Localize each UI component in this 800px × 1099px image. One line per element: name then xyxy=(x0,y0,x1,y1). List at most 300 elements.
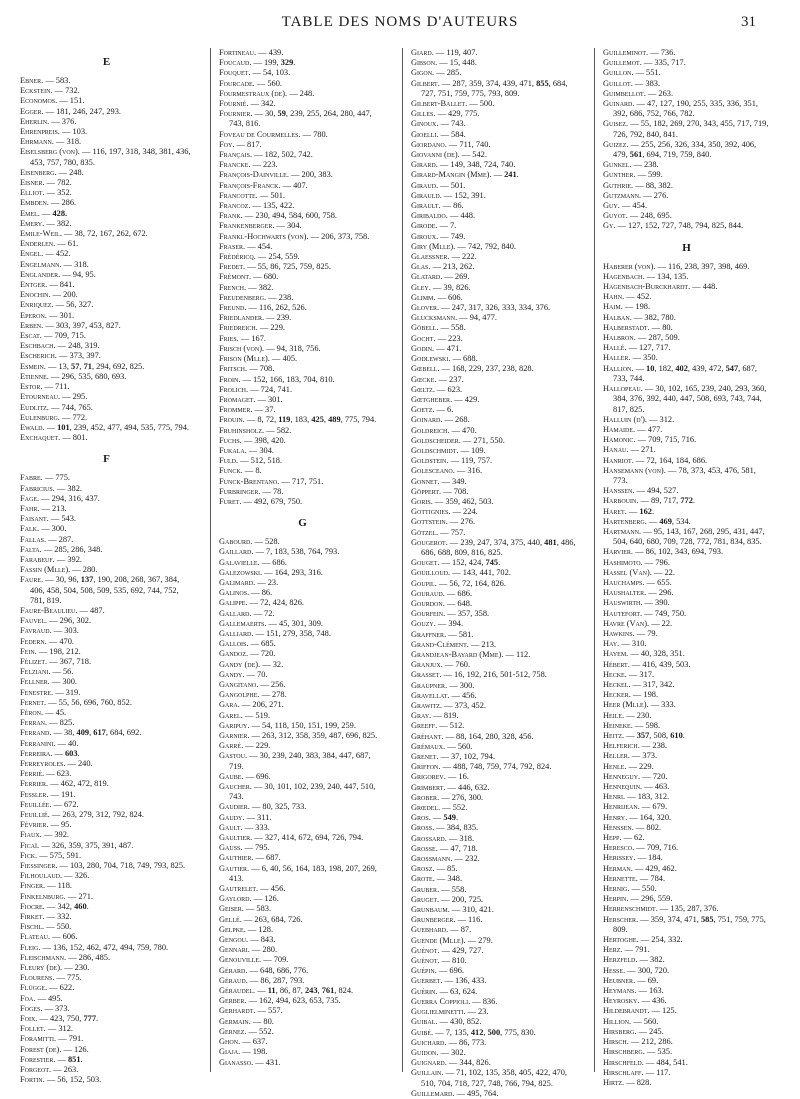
index-entry: Guthrie. — 88, 382. xyxy=(603,180,673,190)
page-ref-bold: 241 xyxy=(504,170,517,180)
author-name: Fick xyxy=(20,850,35,860)
page-refs: 54, 118, 150, 151, 199, 259. xyxy=(262,720,356,730)
page-refs: 23. xyxy=(267,577,279,587)
author-name: Enriquez xyxy=(20,300,52,310)
author-name: Forest (de) xyxy=(20,1044,60,1054)
index-entry: Fourmestraux (de). — 248. xyxy=(219,88,315,98)
author-name: Farabeuf xyxy=(20,554,53,564)
page-refs: 119, 757. xyxy=(461,456,493,466)
index-entry: Harvier. — 86, 102, 343, 694, 793. xyxy=(603,547,724,557)
page-refs: 775. xyxy=(66,973,82,983)
index-entry: Exchaquet. — 801. xyxy=(20,433,88,443)
page-ref-bold: 409 xyxy=(76,728,90,738)
page-refs: 327, 414, 672, 694, 726, 794. xyxy=(264,833,364,843)
index-entry: Fauvel. — 296, 302. xyxy=(20,616,92,626)
page-refs: 342, xyxy=(57,901,75,911)
index-entry: Emile-Weil. — 38, 72, 167, 262, 672. xyxy=(20,229,148,239)
author-name: Germain xyxy=(219,1016,249,1026)
page-refs: 552. xyxy=(259,1026,274,1036)
page-refs: 248, 695. xyxy=(640,211,672,221)
page-refs: 135, 422. xyxy=(262,201,295,211)
author-name: Gougerot xyxy=(411,537,446,547)
author-name: Heineke xyxy=(603,720,631,730)
page-refs: 696. xyxy=(449,966,465,976)
page-refs: . xyxy=(86,901,89,911)
index-entry: Grimbert. — 446, 632. xyxy=(411,782,490,792)
author-name: Fabricius xyxy=(20,483,53,493)
index-entry: Herman. — 429, 462. xyxy=(603,863,677,873)
page-refs: 80. xyxy=(662,322,673,332)
index-entry: Eperon. — 301. xyxy=(20,310,75,320)
author-name: Granjux xyxy=(411,660,441,670)
index-entry: Ferran. — 825. xyxy=(20,718,75,728)
index-entry: Feuillié. — 263, 279, 312, 792, 824. xyxy=(20,810,144,820)
author-name: Fauvel xyxy=(20,616,45,626)
index-entry: Frommer. — 37. xyxy=(219,405,276,415)
page-refs: , 684, 727, 751, 759, 775, 793, 809. xyxy=(421,78,568,98)
index-entry: Gocht. — 223. xyxy=(411,333,463,343)
author-name: Gourfein xyxy=(411,609,444,619)
page-refs: 72. xyxy=(264,608,275,618)
page-refs: 696. xyxy=(256,771,271,781)
author-name: Henry xyxy=(603,812,626,822)
author-name: Falk xyxy=(20,524,37,534)
author-name: Haberer (von) xyxy=(603,261,654,271)
page-refs: 229. xyxy=(270,323,285,333)
page-refs: 248, 319. xyxy=(68,341,100,351)
page-refs: 326, 359, 375, 391, 487. xyxy=(51,840,134,850)
page-refs: 316. xyxy=(467,466,483,476)
index-entry: Genouville. — 709. xyxy=(219,955,289,965)
author-name: Gutzmann xyxy=(603,190,640,200)
page-refs: , 508, xyxy=(649,731,671,740)
author-name: Gruget xyxy=(411,894,438,904)
author-name: Gouilloud xyxy=(411,568,449,578)
author-name: Hirschfeld xyxy=(603,1057,642,1067)
index-entry: Gigon. — 285. xyxy=(411,68,462,78)
page-refs: 230. xyxy=(636,710,652,720)
index-entry: Gautier. — 6, 40, 56, 164, 183, 198, 207, 269, 413. xyxy=(219,863,377,883)
page-ref-bold: 617 xyxy=(93,728,106,738)
page-refs: 198. xyxy=(643,690,659,700)
author-name: Ehrenpreis xyxy=(20,127,58,137)
page-refs: 294, 316, 437. xyxy=(51,493,100,503)
page-refs: 392. xyxy=(67,554,82,564)
index-entry: Goinard. — 268. xyxy=(411,415,470,425)
page-refs: 280. xyxy=(82,565,98,575)
page-refs: 95, 143, 167, 268, 295, 431, 447, 504, 640, 680, 709, 728, 772, 781, 834, 835. xyxy=(613,526,765,547)
page-refs: 685. xyxy=(261,639,276,649)
page-refs: 213, 262. xyxy=(443,262,475,272)
index-entry: Fleig. — 136, 152, 462, 472, 494, 759, 780. xyxy=(20,942,169,952)
author-name: Gaucher xyxy=(219,782,250,792)
index-entry: Ferrier. — 462, 472, 819. xyxy=(20,779,109,789)
author-name: Goupil xyxy=(411,578,435,588)
author-name: Gautrelet xyxy=(219,884,257,894)
index-entry: Hallé. — 127, 717. xyxy=(603,343,671,353)
page-refs: 268. xyxy=(455,415,470,425)
author-name: Hanau xyxy=(603,445,627,455)
index-entry: Heile. — 230. xyxy=(603,710,652,720)
author-name: Gara xyxy=(219,700,238,710)
page-refs: 296. xyxy=(658,588,674,598)
index-entry: Grigorev. — 16. xyxy=(411,772,469,782)
index-entry: Galimard. — 23. xyxy=(219,577,279,587)
index-entry: Gaudier. — 80, 325, 733. xyxy=(219,802,307,812)
page-refs: 352. xyxy=(57,188,72,198)
author-name: Fiocre xyxy=(20,901,43,911)
index-entry: Forestier. — 851. xyxy=(20,1054,83,1064)
index-entry: Guy. — 454. xyxy=(603,201,648,211)
author-name: Felziani xyxy=(20,667,49,677)
index-entry: Girard. — 149, 348, 724, 740. xyxy=(411,160,516,170)
index-entry: Hecke. — 317. xyxy=(603,669,655,679)
author-name: Egger xyxy=(20,106,42,116)
index-entry: Grand-Clément. — 213. xyxy=(411,639,497,649)
index-entry: Guibal. — 430, 852. xyxy=(411,1017,482,1027)
author-name: Grossmann xyxy=(411,854,451,864)
author-name: Grosz xyxy=(411,864,433,874)
page-refs: 263, 312, 358, 359, 487, 696, 825. xyxy=(262,731,378,740)
index-entry: Funck-Brentano. — 717, 751. xyxy=(219,476,324,486)
page-refs: 182, 502, 742. xyxy=(264,150,313,160)
author-name: Hauchamps xyxy=(603,577,643,587)
index-entry: Goldschmidt. — 109. xyxy=(411,445,486,455)
page-refs: 711, 740. xyxy=(459,139,491,149)
author-name: Girard xyxy=(411,160,436,170)
author-name: Gy xyxy=(603,221,614,231)
page-ref-bold: 761 xyxy=(321,986,335,996)
page-number: 31 xyxy=(741,14,756,30)
index-entry: Godlewski. — 688. xyxy=(411,354,478,364)
index-entry: Granjux. — 760. xyxy=(411,660,471,670)
page-refs: 103. xyxy=(72,127,88,137)
page-refs: 543. xyxy=(61,514,76,524)
author-name: Goris xyxy=(411,496,431,506)
page-refs: 335, 717. xyxy=(654,58,686,68)
page-refs: 80, 325, 733. xyxy=(262,802,307,812)
index-columns xyxy=(18,48,782,1098)
author-name: Gross xyxy=(411,823,433,833)
page-refs: 22. xyxy=(664,567,675,577)
page-refs: 492, 679, 750. xyxy=(253,496,303,506)
page-refs: 560. xyxy=(457,741,473,751)
page-ref-bold: 855 xyxy=(536,78,549,88)
index-entry: Garipuy. — 54, 118, 150, 151, 199, 259. xyxy=(219,720,356,730)
index-entry: Hagenbach-Burckhardt. — 448. xyxy=(603,282,718,292)
author-name: Guinard xyxy=(603,99,633,109)
index-entry: Ferranini. — 40. xyxy=(20,738,79,748)
author-name: Froin xyxy=(219,374,239,384)
index-entry: Giovanni (de). — 542. xyxy=(411,150,487,160)
page-refs: . xyxy=(293,58,296,68)
index-entry: Feuillée. — 672. xyxy=(20,799,79,809)
author-name: Guibé xyxy=(411,1027,432,1037)
index-entry: Hamaide. — 477. xyxy=(603,424,663,434)
index-entry: Fortin. — 56, 152, 503. xyxy=(20,1075,102,1085)
page-refs: 560. xyxy=(643,1016,659,1026)
author-name: Gœtgheber xyxy=(411,394,451,404)
author-name: Haim xyxy=(603,302,621,312)
author-name: Grasset xyxy=(411,670,440,680)
page-refs: 717, 751. xyxy=(291,476,324,486)
index-entry: Helferich. — 238. xyxy=(603,741,668,751)
page-refs: 300. xyxy=(62,677,77,687)
index-entry: Fortineau. — 439. xyxy=(219,48,284,57)
page-refs: 332. xyxy=(56,912,72,922)
index-entry: Hauchamps. — 655. xyxy=(603,577,672,587)
page-refs: 772. xyxy=(72,412,88,422)
page-refs: 287, 509. xyxy=(648,333,680,343)
index-entry: Frison (Mlle). — 405. xyxy=(219,354,298,364)
index-entry: Guebhard. — 87. xyxy=(411,925,472,935)
author-name: Hesse xyxy=(603,965,624,975)
page-ref-bold: 851 xyxy=(67,1054,81,1064)
page-refs: 135, 287, 376. xyxy=(670,904,719,914)
index-entry: Henri. — 183, 312. xyxy=(603,792,670,802)
page-ref-bold: 481 xyxy=(544,537,557,547)
author-name: Fukala xyxy=(219,445,245,455)
author-name: Hauswirth xyxy=(603,598,641,608)
index-entry: Hirsch. — 212, 286. xyxy=(603,1037,673,1047)
page-refs: 542. xyxy=(472,150,487,160)
index-entry: Gerhardt. — 557. xyxy=(219,1006,283,1016)
page-refs: 709, 715, 716. xyxy=(648,435,697,445)
page-refs: 622. xyxy=(59,983,75,993)
author-name: Hepp xyxy=(603,833,620,843)
page-refs: 500. xyxy=(479,99,495,109)
page-refs: 245. xyxy=(649,1026,664,1036)
page-refs: , 694, 719, 759, 840. xyxy=(642,150,712,160)
author-name: Grémaux xyxy=(411,741,444,751)
index-entry: Fiocre. — 342, 460. xyxy=(20,901,89,911)
index-entry: Gilbert-Ballet. — 500. xyxy=(411,99,495,109)
page-refs: 501. xyxy=(450,180,466,190)
author-name: Havre (Van) xyxy=(603,618,647,628)
page-refs: 760. xyxy=(455,660,471,670)
index-entry: Gouzy. — 394. xyxy=(411,619,464,629)
author-name: Gottstein xyxy=(411,517,446,527)
index-entry: Götzel. — 757. xyxy=(411,527,466,537)
index-entry: Fleury (de). — 230. xyxy=(20,963,90,973)
page-refs: 240. xyxy=(77,759,93,768)
page-refs: 430, 852. xyxy=(450,1017,482,1027)
author-name: Foy xyxy=(219,139,233,149)
index-entry: Haim. — 198. xyxy=(603,302,651,312)
page-refs: 348. xyxy=(447,874,463,884)
index-section xyxy=(219,48,386,507)
index-entry: Heer (Mlle). — 333. xyxy=(603,700,676,710)
author-name: Göppert xyxy=(411,486,440,496)
index-entry: Hébert. — 416, 439, 503. xyxy=(603,659,691,669)
author-name: Hay xyxy=(603,639,618,649)
index-entry: Gelpke. — 128. xyxy=(219,924,274,934)
author-name: Grunbaum xyxy=(411,905,448,915)
index-entry: Gourdon. — 648. xyxy=(411,598,473,608)
author-name: Fourcade xyxy=(219,78,253,88)
page-refs: 152, 391. xyxy=(454,190,486,200)
author-name: Heer (Mlle) xyxy=(603,700,647,710)
index-entry: Economos. — 151. xyxy=(20,96,85,106)
page-refs: 86. xyxy=(261,588,273,598)
page-refs: 501. xyxy=(270,190,285,200)
index-entry: Guglielminetti. — 23. xyxy=(411,1007,489,1017)
page-refs: 382, 780. xyxy=(644,312,676,322)
author-name: Herrenschmidt xyxy=(603,904,656,914)
page-ref-bold: 772 xyxy=(680,496,693,506)
author-name: Girode xyxy=(411,221,436,231)
page-refs: 56, 152, 503. xyxy=(57,1075,102,1085)
page-header xyxy=(0,14,800,38)
author-name: Herissey xyxy=(603,853,634,863)
index-entry: Göppert. — 708. xyxy=(411,486,469,496)
author-name: Fleig xyxy=(20,942,39,952)
author-name: Goldschmidt xyxy=(411,445,457,455)
index-entry: Hartmann. — 95, 143, 167, 268, 295, 431, 447, 504, 640, 680, 709, 728, 772, 781, 834, 835. xyxy=(603,526,765,547)
page-refs: 302. xyxy=(451,1047,466,1057)
page-refs: 254, 559. xyxy=(268,252,300,262)
author-name: Heymans xyxy=(603,986,635,996)
index-entry: Gœtgheber. — 429. xyxy=(411,394,480,404)
author-name: Hertoghe xyxy=(603,935,637,945)
index-entry: Goldstein. — 119, 757. xyxy=(411,456,493,466)
page-refs: 103, 280, 704, 718, 749, 793, 825. xyxy=(69,861,186,871)
author-name: Fischl xyxy=(20,922,42,932)
page-refs: 222. xyxy=(462,252,477,262)
index-entry: Eiselsberg (von). — 116, 197, 318, 348, 381, 436, 453, 757, 780, 835. xyxy=(20,147,191,167)
index-entry: Hepp. — 62. xyxy=(603,833,645,843)
page-refs: 672. xyxy=(63,799,79,809)
author-name: Gouget xyxy=(411,558,438,568)
author-name: Gaylord xyxy=(219,894,250,904)
author-name: Herzfeld xyxy=(603,955,636,965)
index-entry: Heineke. — 598. xyxy=(603,720,661,730)
page-refs: 213. xyxy=(481,639,497,649)
page-refs: 276. xyxy=(653,190,669,200)
index-entry: Guillain. — 71, 102, 135, 358, 405, 422, 470, 510, 704, 718, 727, 748, 766, 794, 825. xyxy=(411,1068,567,1088)
author-name: Eckstein xyxy=(20,86,51,96)
page-refs: 749, 750. xyxy=(654,608,687,618)
author-name: Français xyxy=(219,150,250,160)
author-name: Entger xyxy=(20,280,46,290)
page-refs: 6. xyxy=(447,405,454,415)
author-name: Hansemann (von) xyxy=(603,465,664,475)
author-name: Galimard xyxy=(219,577,254,587)
index-entry: Ewald. — 101, 239, 452, 477, 494, 535, 775, 794. xyxy=(20,422,190,432)
index-entry: Geiser. — 583. xyxy=(219,904,272,914)
author-name: Fournié xyxy=(219,99,247,109)
index-entry: Hirsberg. — 245. xyxy=(603,1026,664,1036)
page-ref-bold: 10 xyxy=(646,363,655,373)
page-refs: 423, 750, xyxy=(49,1014,84,1024)
page-refs: 560. xyxy=(267,78,282,88)
author-name: Hagenbach-Burckhardt xyxy=(603,282,689,292)
index-entry: Furbringer. — 78. xyxy=(219,486,284,496)
index-entry: Freund. — 116, 262, 526. xyxy=(219,303,307,313)
page-refs: 285. xyxy=(446,68,462,78)
page-refs: 254, 332. xyxy=(651,935,683,945)
page-refs: 382. xyxy=(650,955,665,965)
page-ref-bold: 357 xyxy=(636,731,650,740)
index-entry: Gérard. — 648, 686, 776. xyxy=(219,965,309,975)
author-name: Eisner xyxy=(20,178,43,188)
page-refs: 116, 238, 397, 398, 469. xyxy=(668,261,750,271)
index-entry: Gray. — 819. xyxy=(411,711,459,721)
page-refs: 743. xyxy=(451,119,466,129)
author-name: Götzel xyxy=(411,527,437,537)
section-letter: F xyxy=(103,453,110,466)
index-entry: Hildebrandt. — 125. xyxy=(603,1006,677,1016)
author-name: Fiaux xyxy=(20,830,40,840)
page-refs: 528. xyxy=(265,537,280,547)
page-refs: , 239, 255, 264, 280, 447, 743, 816. xyxy=(229,109,372,129)
index-entry: Goupil. — 56, 72, 164, 826. xyxy=(411,578,506,588)
page-refs: 256. xyxy=(270,679,286,689)
author-name: Emery xyxy=(20,218,43,228)
page-refs: 775. xyxy=(55,473,70,483)
page-refs: 47, 718. xyxy=(450,843,478,853)
author-name: Gallois xyxy=(219,639,247,649)
author-name: Gaudier xyxy=(219,802,248,812)
index-entry: Escat. — 709, 715. xyxy=(20,331,86,341)
page-refs: 263, 279, 312, 792, 824. xyxy=(62,810,144,820)
index-entry: Galinos. — 86. xyxy=(219,588,273,598)
author-name: Etienne xyxy=(20,371,47,381)
page-refs: 382. xyxy=(67,483,82,493)
author-name: Gonnet xyxy=(411,476,438,486)
page-refs: 382. xyxy=(258,282,274,292)
index-entry: Gara. — 206, 271. xyxy=(219,700,284,710)
page-refs: 429, 775. xyxy=(448,109,480,119)
author-name: Ebner xyxy=(20,76,42,85)
author-name: Frankl-Hochwarts (von) xyxy=(219,231,307,241)
index-entry: Ferrand. — 38, 409, 617, 684, 692. xyxy=(20,728,142,738)
index-entry: Henry. — 164, 320. xyxy=(603,812,672,822)
index-entry: Grosz. — 85. xyxy=(411,864,458,874)
page-refs: 238. xyxy=(652,741,668,751)
index-entry: Godin. — 471. xyxy=(411,343,462,353)
author-name: Fredet xyxy=(219,262,243,272)
author-name: Heile xyxy=(603,710,623,720)
author-name: Gallard xyxy=(219,608,250,618)
index-entry: Galliard. — 151, 279, 358, 748. xyxy=(219,628,331,638)
page-refs: 15, 448. xyxy=(449,58,477,68)
index-entry: Gros. — 549. xyxy=(411,813,459,823)
author-name: Godin xyxy=(411,343,433,353)
page-refs: 79. xyxy=(647,628,658,638)
author-name: Fahr xyxy=(20,503,38,513)
page-refs: , 239, 452, 477, 494, 535, 775, 794. xyxy=(69,422,190,432)
author-name: Glas xyxy=(411,262,429,272)
author-name: Gaillard xyxy=(219,547,252,557)
index-entry: Félizet. — 367, 718. xyxy=(20,656,92,666)
index-section xyxy=(20,453,193,1085)
page-refs: 687. xyxy=(266,853,281,863)
page-refs: 623. xyxy=(56,769,72,779)
author-name: Eisenberg xyxy=(20,167,55,177)
page-refs: 85. xyxy=(447,864,458,874)
index-entry: Géraud. — 86, 287, 793. xyxy=(219,975,305,985)
index-entry: Giribaldo. — 448. xyxy=(411,211,476,221)
author-name: Fries xyxy=(219,333,237,343)
author-name: Eiselsberg (von) xyxy=(20,147,78,157)
index-entry: Fabricius. — 382. xyxy=(20,483,82,493)
index-entry: Gœcke. — 237. xyxy=(411,374,464,384)
author-name: Gourdon xyxy=(411,598,443,608)
author-name: Gley xyxy=(411,282,429,292)
index-entry: Grémaux. — 560. xyxy=(411,741,473,751)
page-refs: 116. xyxy=(468,915,483,925)
